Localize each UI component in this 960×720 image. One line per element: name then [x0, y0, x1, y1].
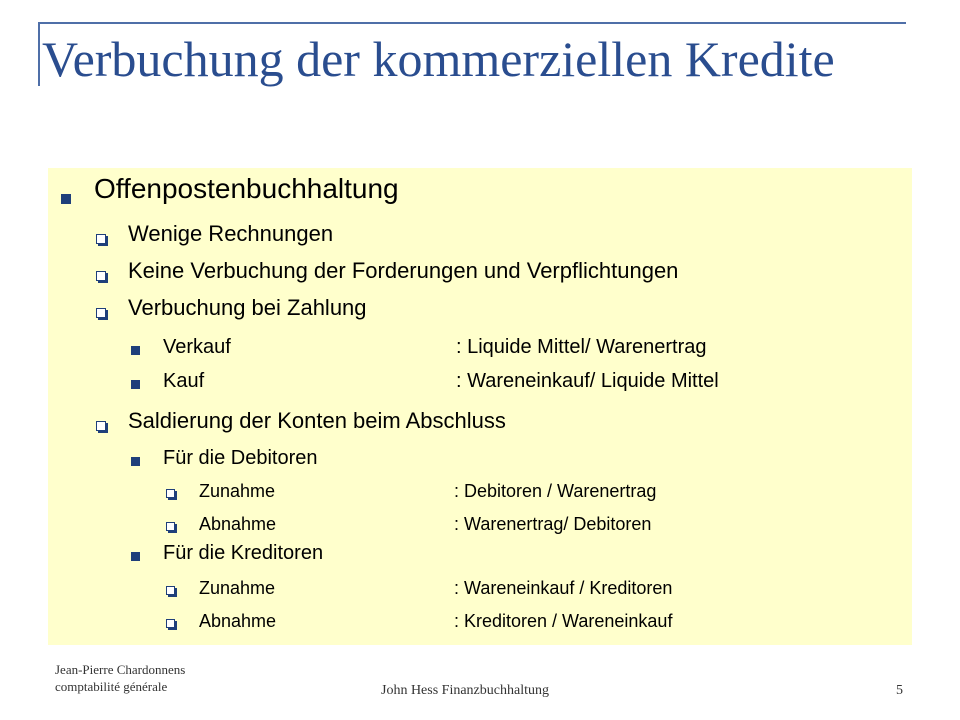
hollow-square-bullet-icon — [96, 308, 106, 318]
hollow-square-bullet-icon — [166, 586, 175, 595]
item-verbuchung-bei-zahlung: Verbuchung bei Zahlung — [128, 295, 367, 320]
hollow-square-bullet-icon — [166, 489, 175, 498]
entry-verkauf-value: : Liquide Mittel/ Warenertrag — [456, 336, 707, 358]
content-box — [48, 168, 912, 645]
kreditoren-abnahme-label: Abnahme — [199, 611, 277, 631]
title-rule-left — [38, 22, 40, 86]
title-rule-top — [38, 22, 906, 24]
footer-author-block — [55, 661, 185, 695]
group-kreditoren-label: Für die Kreditoren — [163, 542, 324, 564]
footer-course: comptabilité générale — [55, 679, 168, 694]
kreditoren-zunahme-label: Zunahme — [199, 578, 276, 598]
hollow-square-bullet-icon — [166, 522, 175, 531]
debitoren-abnahme-label: Abnahme — [199, 514, 277, 534]
debitoren-zunahme-value: : Debitoren / Warenertrag — [454, 481, 657, 501]
square-bullet-icon — [61, 194, 71, 204]
slide-title: Verbuchung der kommerziellen Kredite — [42, 31, 835, 87]
hollow-square-bullet-icon — [96, 421, 106, 431]
footer-center: John Hess Finanzbuchhaltung — [381, 683, 549, 698]
heading-offenposten: Offenpostenbuchhaltung — [94, 173, 399, 204]
kreditoren-zunahme-value: : Wareneinkauf / Kreditoren — [454, 578, 673, 598]
entry-verkauf-label: Verkauf — [163, 336, 231, 358]
square-bullet-icon — [131, 380, 140, 389]
debitoren-zunahme-label: Zunahme — [199, 481, 276, 501]
square-bullet-icon — [131, 457, 140, 466]
footer-author: Jean-Pierre Chardonnens — [55, 662, 186, 677]
item-wenige-rechnungen: Wenige Rechnungen — [128, 221, 334, 246]
hollow-square-bullet-icon — [96, 234, 106, 244]
page-number: 5 — [896, 683, 903, 698]
entry-kauf-value: : Wareneinkauf/ Liquide Mittel — [456, 370, 719, 392]
square-bullet-icon — [131, 552, 140, 561]
debitoren-abnahme-value: : Warenertrag/ Debitoren — [454, 514, 652, 534]
item-keine-verbuchung: Keine Verbuchung der Forderungen und Verpflichtungen — [128, 258, 679, 283]
square-bullet-icon — [131, 346, 140, 355]
hollow-square-bullet-icon — [96, 271, 106, 281]
group-debitoren-label: Für die Debitoren — [163, 447, 318, 469]
entry-kauf-label: Kauf — [163, 370, 205, 392]
hollow-square-bullet-icon — [166, 619, 175, 628]
kreditoren-abnahme-value: : Kreditoren / Wareneinkauf — [454, 611, 673, 631]
item-saldierung: Saldierung der Konten beim Abschluss — [128, 408, 506, 433]
